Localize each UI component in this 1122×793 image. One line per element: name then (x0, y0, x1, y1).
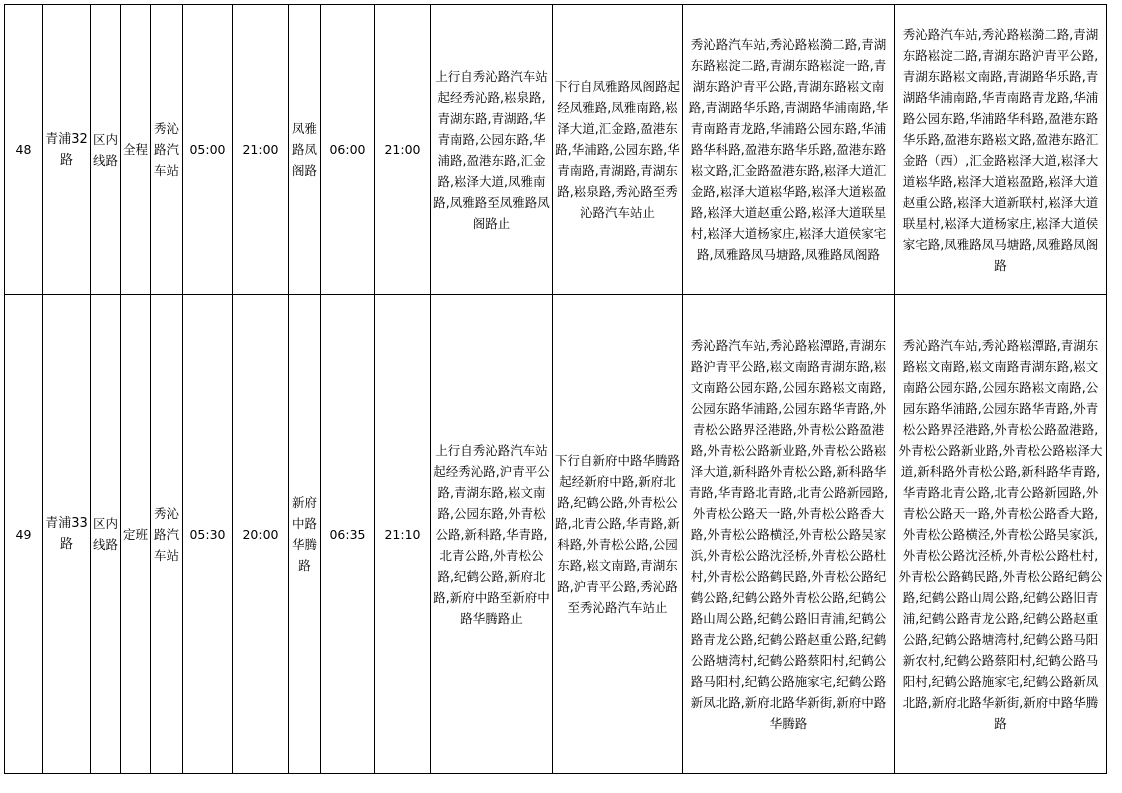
start-station: 秀沁路汽车站 (151, 5, 183, 295)
route-category: 区内线路 (91, 295, 121, 774)
end-last-bus: 21:10 (375, 295, 431, 774)
end-first-bus: 06:35 (321, 295, 375, 774)
bus-route-table (4, 4, 1107, 774)
end-first-bus: 06:00 (321, 5, 375, 295)
up-route-description: 上行自秀沁路汽车站起经秀沁路,沪青平公路,青湖东路,崧文南路,公园东路,外青松公路,新科路,华青路,北青公路,外青松公路,纪鹤公路,新府北路,新府中路至新府中路华腾路止 (431, 295, 553, 774)
end-last-bus: 21:00 (375, 5, 431, 295)
row-index: 48 (5, 5, 43, 295)
route-name: 青浦32路 (43, 5, 91, 295)
up-stops-list: 秀沁路汽车站,秀沁路崧漪二路,青湖东路崧淀二路,青湖东路崧淀一路,青湖东路沪青平公路,青湖东路崧文南路,青湖路华乐路,青湖路华浦南路,华青南路青龙路,华浦路公园东路,华浦路华科路,盈港东路华乐路,盈港东路崧文路,汇金路盈港东路,崧泽大道汇金路,崧泽大道崧华路,崧泽大道崧盈路,崧泽大道赵重公路,崧泽大道联星村,崧泽大道杨家庄,崧泽大道侯家宅路,凤雅路凤马塘路,凤雅路凤阁路 (683, 5, 895, 295)
start-first-bus: 05:00 (183, 5, 233, 295)
down-stops-list: 秀沁路汽车站,秀沁路崧潭路,青湖东路崧文南路,崧文南路青湖东路,崧文南路公园东路,公园东路崧文南路,公园东路华浦路,公园东路华青路,外青松公路界泾港路,外青松公路盈港路,外青松公路新业路,外青松公路崧泽大道,新科路外青松公路,新科路华青路,华青路北青公路,北青公路新园路,外青松公路天一路,外青松公路香大路,外青松公路横泾,外青松公路吴家浜,外青松公路沈泾桥,外青松公路杜村,外青松公路鹤民路,外青松公路纪鹤公路,纪鹤公路山周公路,纪鹤公路旧青浦,纪鹤公路青龙公路,纪鹤公路赵重公路,纪鹤公路塘湾村,纪鹤公路马阳新农村,纪鹤公路蔡阳村,纪鹤公路马阳村,纪鹤公路施家宅,纪鹤公路新凤北路,新府北路华新街,新府中路华腾路 (895, 295, 1107, 774)
start-station: 秀沁路汽车站 (151, 295, 183, 774)
row-index: 49 (5, 295, 43, 774)
start-last-bus: 21:00 (233, 5, 289, 295)
down-route-description: 下行自新府中路华腾路起经新府中路,新府北路,纪鹤公路,外青松公路,北青公路,华青路,新科路,外青松公路,公园东路,崧文南路,青湖东路,沪青平公路,秀沁路至秀沁路汽车站止 (553, 295, 683, 774)
service-type: 定班 (121, 295, 151, 774)
down-stops-list: 秀沁路汽车站,秀沁路崧漪二路,青湖东路崧淀二路,青湖东路沪青平公路,青湖东路崧文南路,青湖路华乐路,青湖路华浦南路,华青南路青龙路,华浦路公园东路,华浦路华科路,盈港东路华乐路,盈港东路崧文路,盈港东路汇金路（西）,汇金路崧泽大道,崧泽大道崧华路,崧泽大道崧盈路,崧泽大道赵重公路,崧泽大道新联村,崧泽大道联星村,崧泽大道杨家庄,崧泽大道侯家宅路,凤雅路凤马塘路,凤雅路凤阁路 (895, 5, 1107, 295)
down-route-description: 下行自凤雅路凤阁路起经凤雅路,凤雅南路,崧泽大道,汇金路,盈港东路,华浦路,公园东路,华青南路,青湖路,青湖东路,崧泉路,秀沁路至秀沁路汽车站止 (553, 5, 683, 295)
end-station: 新府中路华腾路 (289, 295, 321, 774)
end-station: 凤雅路凤阁路 (289, 5, 321, 295)
start-first-bus: 05:30 (183, 295, 233, 774)
route-category: 区内线路 (91, 5, 121, 295)
table-row (5, 5, 1107, 295)
service-type: 全程 (121, 5, 151, 295)
start-last-bus: 20:00 (233, 295, 289, 774)
up-stops-list: 秀沁路汽车站,秀沁路崧潭路,青湖东路沪青平公路,崧文南路青湖东路,崧文南路公园东路,公园东路崧文南路,公园东路华浦路,公园东路华青路,外青松公路界泾港路,外青松公路盈港路,外青松公路新业路,外青松公路崧泽大道,新科路外青松公路,新科路华青路,华青路北青路,北青公路新园路,外青松公路天一路,外青松公路香大路,外青松公路横泾,外青松公路吴家浜,外青松公路沈泾桥,外青松公路杜村,外青松公路鹤民路,外青松公路纪鹤公路,纪鹤公路外青松公路,纪鹤公路山周公路,纪鹤公路旧青浦,纪鹤公路青龙公路,纪鹤公路赵重公路,纪鹤公路塘湾村,纪鹤公路蔡阳村,纪鹤公路马阳村,纪鹤公路施家宅,纪鹤公路新凤北路,新府北路华新街,新府中路华腾路 (683, 295, 895, 774)
up-route-description: 上行自秀沁路汽车站起经秀沁路,崧泉路,青湖东路,青湖路,华青南路,公园东路,华浦路,盈港东路,汇金路,崧泽大道,凤雅南路,凤雅路至凤雅路凤阁路止 (431, 5, 553, 295)
table-row (5, 295, 1107, 774)
route-name: 青浦33路 (43, 295, 91, 774)
